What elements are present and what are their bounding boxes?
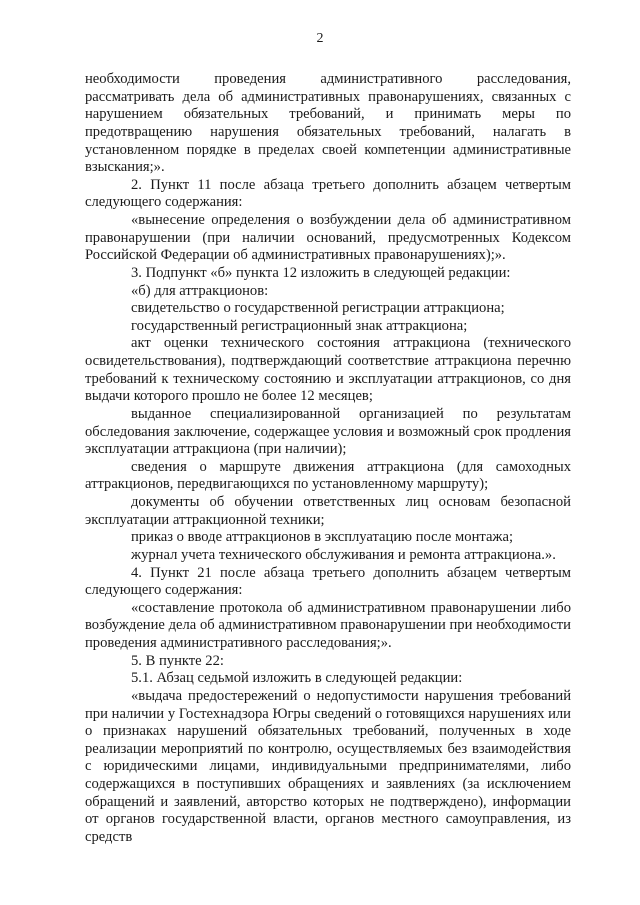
paragraph-training-docs: документы об обучении ответственных лиц основам безопасной эксплуатации аттракционной техники; — [85, 494, 571, 528]
paragraph-item-5-1-text: «выдача предостережений о недопустимости нарушения требований при наличии у Гостехнадзора Югры сведений о готовящихся нарушениях или о признаках нарушений обязательных требований, полученных в ходе реализации мероприятий по контролю, осуществляемых без взаимодействия с юридическими лицами, индивидуальными предпринимателями, либо содержащихся в поступивших обращениях и заявлениях (за исключением обращений и заявлений, авторство которых не подтверждено), информации от органов государственной власти, органов местного самоуправления, из средств — [85, 687, 571, 845]
paragraph-item-4: 4. Пункт 21 после абзаца третьего дополнить абзацем четвертым следующего содержания: — [85, 564, 571, 599]
paragraph-item-4-text: «составление протокола об административном правонарушении либо возбуждение дела об административном правонарушении при необходимости проведения административного расследования;». — [85, 599, 571, 651]
paragraph-subitem-b: «б) для аттракционов: — [131, 282, 269, 299]
paragraph-registration-sign: государственный регистрационный знак аттракциона; — [131, 317, 468, 334]
document-body — [85, 71, 571, 847]
paragraph-item-5: 5. В пункте 22: — [131, 652, 224, 669]
paragraph-item-2: 2. Пункт 11 после абзаца третьего дополнить абзацем четвертым следующего содержания: — [85, 176, 571, 211]
paragraph-commissioning-order: приказ о вводе аттракционов в эксплуатацию после монтажа; — [131, 529, 514, 546]
paragraph-registration-certificate: свидетельство о государственной регистрации аттракциона; — [131, 300, 505, 317]
paragraph-item-2-text: «вынесение определения о возбуждении дела об административном правонарушении (при наличии оснований, предусмотренных Кодексом Российской Федерации об административных правонарушениях);». — [85, 212, 571, 264]
paragraph-route-info: сведения о маршруте движения аттракциона (для самоходных аттракционов, передвигающихся по установленному маршруту); — [85, 458, 571, 493]
paragraph-item-3: 3. Подпункт «б» пункта 12 изложить в следующей редакции: — [131, 264, 511, 281]
paragraph-maintenance-log: журнал учета технического обслуживания и ремонта аттракциона.». — [131, 546, 556, 563]
paragraph-technical-act: акт оценки технического состояния аттракциона (технического освидетельствования), подтверждающий соответствие аттракциона перечню требований к техническому состоянию и эксплуатации аттракционов, со дня выдачи которого прошло не более 12 месяцев; — [85, 335, 571, 405]
paragraph-inspection-conclusion: выданное специализированной организацией по результатам обследования заключение, содержащее условия и возможный срок продления эксплуатации аттракциона (при наличии); — [85, 405, 571, 458]
paragraph-continuation: необходимости проведения административного расследования, рассматривать дела об административных правонарушениях, связанных с нарушением обязательных требований, и принимать меры по предотвращению нарушения обязательных требований, налагать в установленном порядке в пределах своей компетенции административные взыскания;». — [85, 71, 571, 176]
paragraph-item-5-1: 5.1. Абзац седьмой изложить в следующей редакции: — [131, 670, 463, 687]
page-number: 2 — [316, 31, 324, 46]
